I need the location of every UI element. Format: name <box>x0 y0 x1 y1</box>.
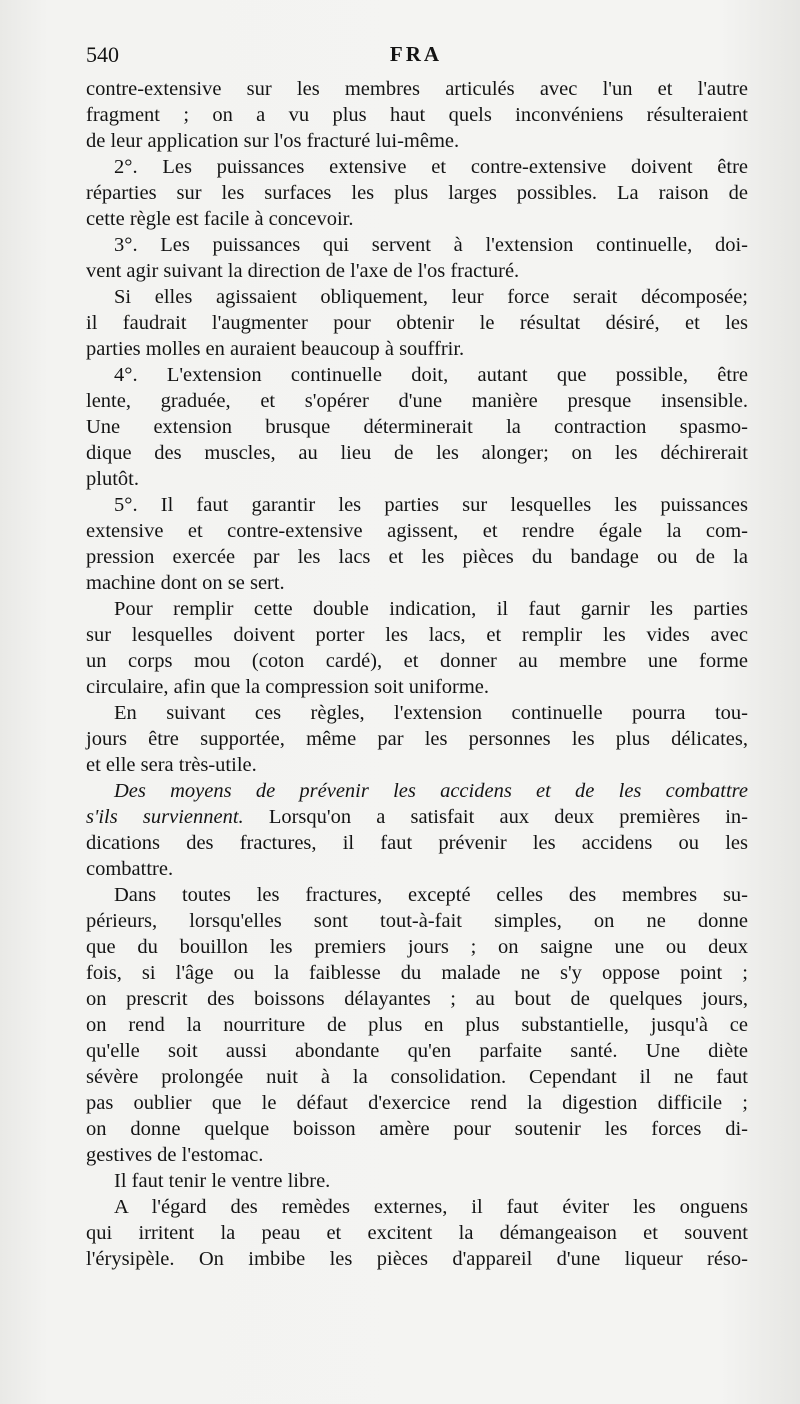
text-line <box>86 310 748 336</box>
text-line <box>86 726 748 752</box>
text-line <box>86 908 748 934</box>
line-text: En suivant ces règles, l'extension continuelle pourra tou- <box>114 702 748 724</box>
line-text: on rend la nourriture de plus en plus substantielle, jusqu'à ce <box>86 1014 748 1036</box>
line-text: extensive et contre-extensive agissent, et rendre égale la com- <box>86 520 748 542</box>
line-text: contre-extensive sur les membres articulés avec l'un et l'autre <box>86 78 748 100</box>
text-line <box>86 804 748 830</box>
line-text: sur lesquelles doivent porter les lacs, et remplir les vides avec <box>86 624 748 646</box>
line-text: fragment ; on a vu plus haut quels inconvéniens résulteraient <box>86 104 748 126</box>
line-text: combattre. <box>86 858 174 880</box>
line-text: on prescrit des boissons délayantes ; au bout de quelques jours, <box>86 988 748 1010</box>
text-line <box>86 492 748 518</box>
text-line <box>86 1142 748 1168</box>
line-text: machine dont on se sert. <box>86 572 285 594</box>
text-line <box>86 232 748 258</box>
text-line <box>86 622 748 648</box>
line-text: Si elles agissaient obliquement, leur force serait décomposée; <box>114 286 748 308</box>
line-text: plutôt. <box>86 468 139 490</box>
text-line <box>86 414 748 440</box>
text-line <box>86 778 748 804</box>
text-line <box>86 674 748 700</box>
line-text: vent agir suivant la direction de l'axe de l'os fracturé. <box>86 260 520 282</box>
line-text: lente, graduée, et s'opérer d'une manière presque insensible. <box>86 390 748 412</box>
text-line <box>86 440 748 466</box>
text-line <box>86 570 748 596</box>
line-text: Une extension brusque déterminerait la contraction spasmo- <box>86 416 748 438</box>
line-text: Dans toutes les fractures, excepté celles des membres su- <box>114 884 748 906</box>
line-text: gestives de l'estomac. <box>86 1144 264 1166</box>
text-line <box>86 648 748 674</box>
line-text: pas oublier que le défaut d'exercice rend la digestion difficile ; <box>86 1092 748 1114</box>
text-line <box>86 934 748 960</box>
line-text: cette règle est facile à concevoir. <box>86 208 354 230</box>
line-text: réparties sur les surfaces les plus larges possibles. La raison de <box>86 182 748 204</box>
line-text: 2°. Les puissances extensive et contre-extensive doivent être <box>114 156 748 178</box>
line-text: il faudrait l'augmenter pour obtenir le résultat désiré, et les <box>86 312 748 334</box>
line-text: dique des muscles, au lieu de les alonger; on les déchirerait <box>86 442 748 464</box>
line-text: que du bouillon les premiers jours ; on saigne une ou deux <box>86 936 748 958</box>
line-text: 5°. Il faut garantir les parties sur lesquelles les puissances <box>114 494 748 516</box>
page-header <box>86 42 746 72</box>
page-number: 540 <box>86 42 119 67</box>
text-line <box>86 1064 748 1090</box>
text-line <box>86 1116 748 1142</box>
line-text: jours être supportée, même par les personnes les plus délicates, <box>86 728 748 750</box>
text-line <box>86 1220 748 1246</box>
text-line <box>86 1090 748 1116</box>
line-text: parties molles en auraient beaucoup à souffrir. <box>86 338 465 360</box>
text-line <box>86 596 748 622</box>
line-text: 4°. L'extension continuelle doit, autant que possible, être <box>114 364 748 386</box>
text-line <box>86 466 748 492</box>
text-line <box>86 102 748 128</box>
text-line <box>86 986 748 1012</box>
line-text: A l'égard des remèdes externes, il faut éviter les onguens <box>114 1196 748 1218</box>
line-text: et elle sera très-utile. <box>86 754 257 776</box>
text-line <box>86 336 748 362</box>
text-line <box>86 830 748 856</box>
text-line <box>86 154 748 180</box>
text-line <box>86 882 748 908</box>
text-line <box>86 1012 748 1038</box>
text-line <box>86 960 748 986</box>
line-text: dications des fractures, il faut prévenir les accidens ou les <box>86 832 748 854</box>
line-text: 3°. Les puissances qui servent à l'extension continuelle, doi- <box>114 234 748 256</box>
line-text: qu'elle soit aussi abondante qu'en parfaite santé. Une diète <box>86 1040 748 1062</box>
text-line <box>86 1246 748 1272</box>
line-text: on donne quelque boisson amère pour soutenir les forces di- <box>86 1118 748 1140</box>
section-heading-italic: Des moyens de prévenir les accidens et de les combattre <box>114 780 748 802</box>
line-text: Lorsqu'on a satisfait aux deux premières in- <box>243 806 749 828</box>
text-line <box>86 1038 748 1064</box>
text-line <box>86 362 748 388</box>
section-heading-italic: s'ils surviennent. <box>86 806 244 828</box>
line-text: l'érysipèle. On imbibe les pièces d'appareil d'une liqueur réso- <box>86 1248 748 1270</box>
line-text: circulaire, afin que la compression soit uniforme. <box>86 676 490 698</box>
line-text: sévère prolongée nuit à la consolidation. Cependant il ne faut <box>86 1066 748 1088</box>
text-line <box>86 388 748 414</box>
line-text: Il faut tenir le ventre libre. <box>114 1170 331 1192</box>
text-line <box>86 700 748 726</box>
text-line <box>86 258 748 284</box>
line-text: fois, si l'âge ou la faiblesse du malade ne s'y oppose point ; <box>86 962 748 984</box>
body-text <box>86 76 748 1272</box>
line-text: de leur application sur l'os fracturé lui-même. <box>86 130 460 152</box>
text-line <box>86 180 748 206</box>
running-head: FRA <box>389 42 443 66</box>
line-text: Pour remplir cette double indication, il faut garnir les parties <box>114 598 748 620</box>
text-line <box>86 1194 748 1220</box>
text-line <box>86 76 748 102</box>
line-text: qui irritent la peau et excitent la démangeaison et souvent <box>86 1222 748 1244</box>
text-line <box>86 752 748 778</box>
text-line <box>86 128 748 154</box>
text-line <box>86 856 748 882</box>
line-text: un corps mou (coton cardé), et donner au membre une forme <box>86 650 748 672</box>
text-line <box>86 1168 748 1194</box>
line-text: pression exercée par les lacs et les pièces du bandage ou de la <box>86 546 748 568</box>
text-line <box>86 206 748 232</box>
text-line <box>86 518 748 544</box>
line-text: périeurs, lorsqu'elles sont tout-à-fait simples, on ne donne <box>86 910 748 932</box>
text-line <box>86 544 748 570</box>
text-line <box>86 284 748 310</box>
